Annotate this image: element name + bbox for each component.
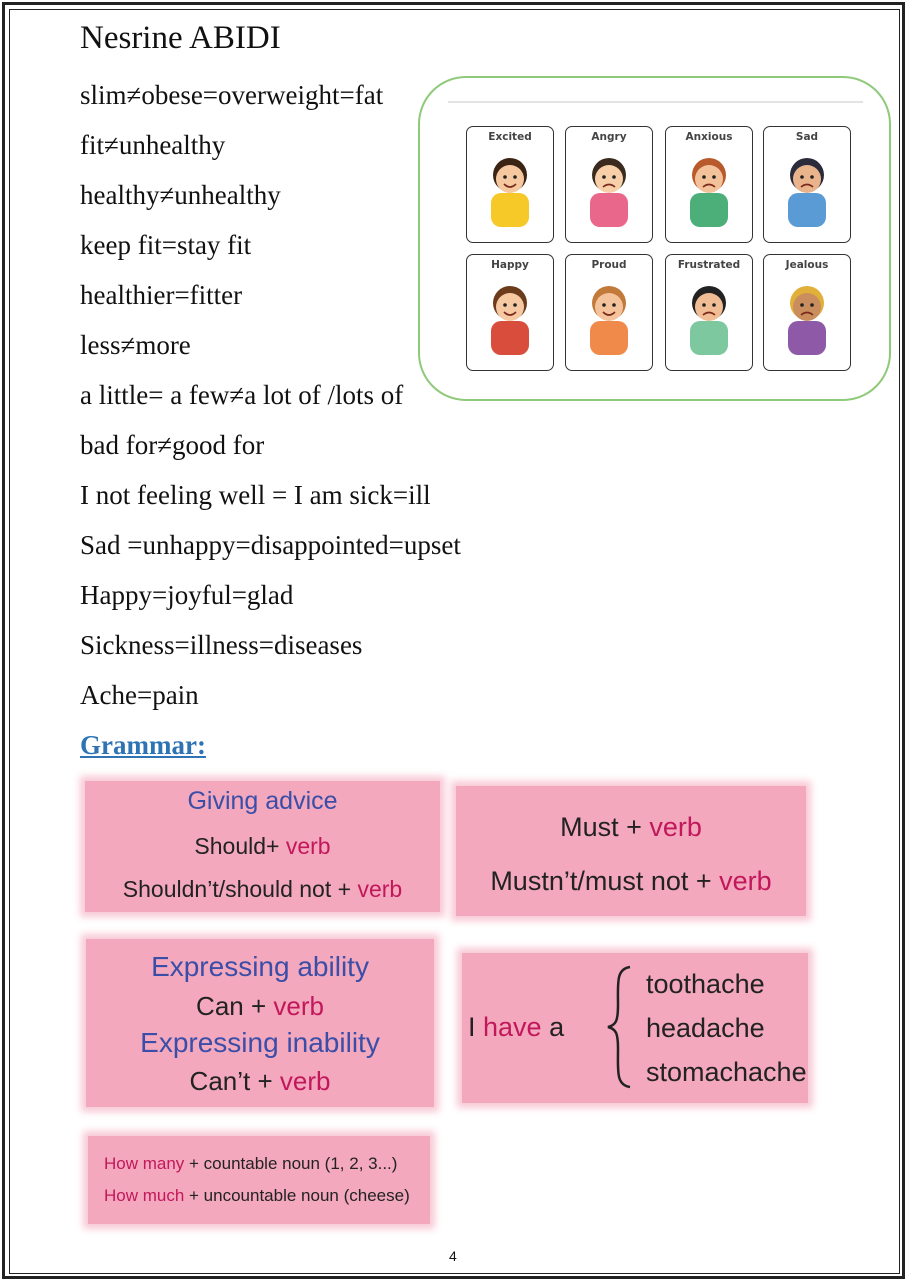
ability-box: [86, 939, 434, 1107]
must-line: Must + verb: [560, 812, 702, 842]
how-much-line: How much + uncountable noun (cheese): [104, 1186, 410, 1205]
ability-heading: Expressing ability: [151, 951, 369, 982]
child-illustration-icon: [674, 147, 744, 235]
vocab-line: fit≠unhealthy: [80, 130, 226, 160]
mustnt-line: Mustn’t/must not + verb: [490, 866, 772, 896]
emotion-card-label: Anxious: [685, 131, 733, 143]
curly-brace-icon: [604, 965, 634, 1089]
can-line: Can + verb: [196, 991, 324, 1021]
emotion-card-label: Excited: [488, 131, 532, 143]
emotion-card: [763, 254, 851, 371]
emotion-card-label: Happy: [491, 259, 529, 271]
child-illustration-icon: [574, 147, 644, 235]
emotion-card-label: Jealous: [785, 259, 829, 271]
quantity-box: [88, 1136, 430, 1224]
vocab-line: slim≠obese=overweight=fat: [80, 80, 384, 110]
emotion-card: [763, 126, 851, 243]
panel-divider: [448, 101, 863, 103]
how-many-line: How many + countable noun (1, 2, 3...): [104, 1154, 398, 1173]
must-box: [456, 786, 806, 916]
advice-box: [85, 781, 440, 912]
vocab-line: keep fit=stay fit: [80, 230, 252, 260]
cant-line: Can’t + verb: [189, 1066, 331, 1096]
emotion-card: [565, 254, 653, 371]
vocab-line: Sad =unhappy=disappointed=upset: [80, 530, 461, 560]
emotion-card-label: Proud: [591, 259, 627, 271]
emotion-card: [665, 254, 753, 371]
advice-shouldnt-line: Shouldn’t/should not + verb: [122, 876, 403, 902]
ache-item: toothache: [646, 969, 765, 999]
i-have-a-label: I have a: [468, 1012, 565, 1042]
inability-heading: Expressing inability: [140, 1027, 380, 1058]
vocab-line: a little= a few≠a lot of /lots of: [80, 380, 404, 410]
aches-box: [462, 953, 808, 1103]
author-name: Nesrine ABIDI: [80, 20, 281, 56]
emotion-card-label: Angry: [591, 131, 627, 143]
vocab-line: Sickness=illness=diseases: [80, 630, 363, 660]
emotion-card: [665, 126, 753, 243]
vocab-line: Happy=joyful=glad: [80, 580, 294, 610]
ache-item: stomachache: [646, 1057, 807, 1087]
child-illustration-icon: [772, 147, 842, 235]
advice-heading: Giving advice: [187, 787, 338, 815]
vocab-line: healthy≠unhealthy: [80, 180, 281, 210]
vocab-line: healthier=fitter: [80, 280, 243, 310]
child-illustration-icon: [574, 275, 644, 363]
child-illustration-icon: [772, 275, 842, 363]
page-number: 4: [449, 1248, 457, 1264]
vocab-line: bad for≠good for: [80, 430, 265, 460]
vocab-line: I not feeling well = I am sick=ill: [80, 480, 431, 510]
emotion-card: [466, 126, 554, 243]
emotion-card: [466, 254, 554, 371]
emotion-card: [565, 126, 653, 243]
grammar-heading: Grammar:: [80, 730, 206, 760]
child-illustration-icon: [475, 275, 545, 363]
vocab-line: Ache=pain: [80, 680, 199, 710]
child-illustration-icon: [475, 147, 545, 235]
emotion-card-label: Frustrated: [677, 259, 741, 271]
vocab-line: less≠more: [80, 330, 191, 360]
child-illustration-icon: [674, 275, 744, 363]
emotion-card-label: Sad: [795, 131, 819, 143]
ache-item: headache: [646, 1013, 765, 1043]
advice-should-line: Should+ verb: [194, 833, 331, 859]
